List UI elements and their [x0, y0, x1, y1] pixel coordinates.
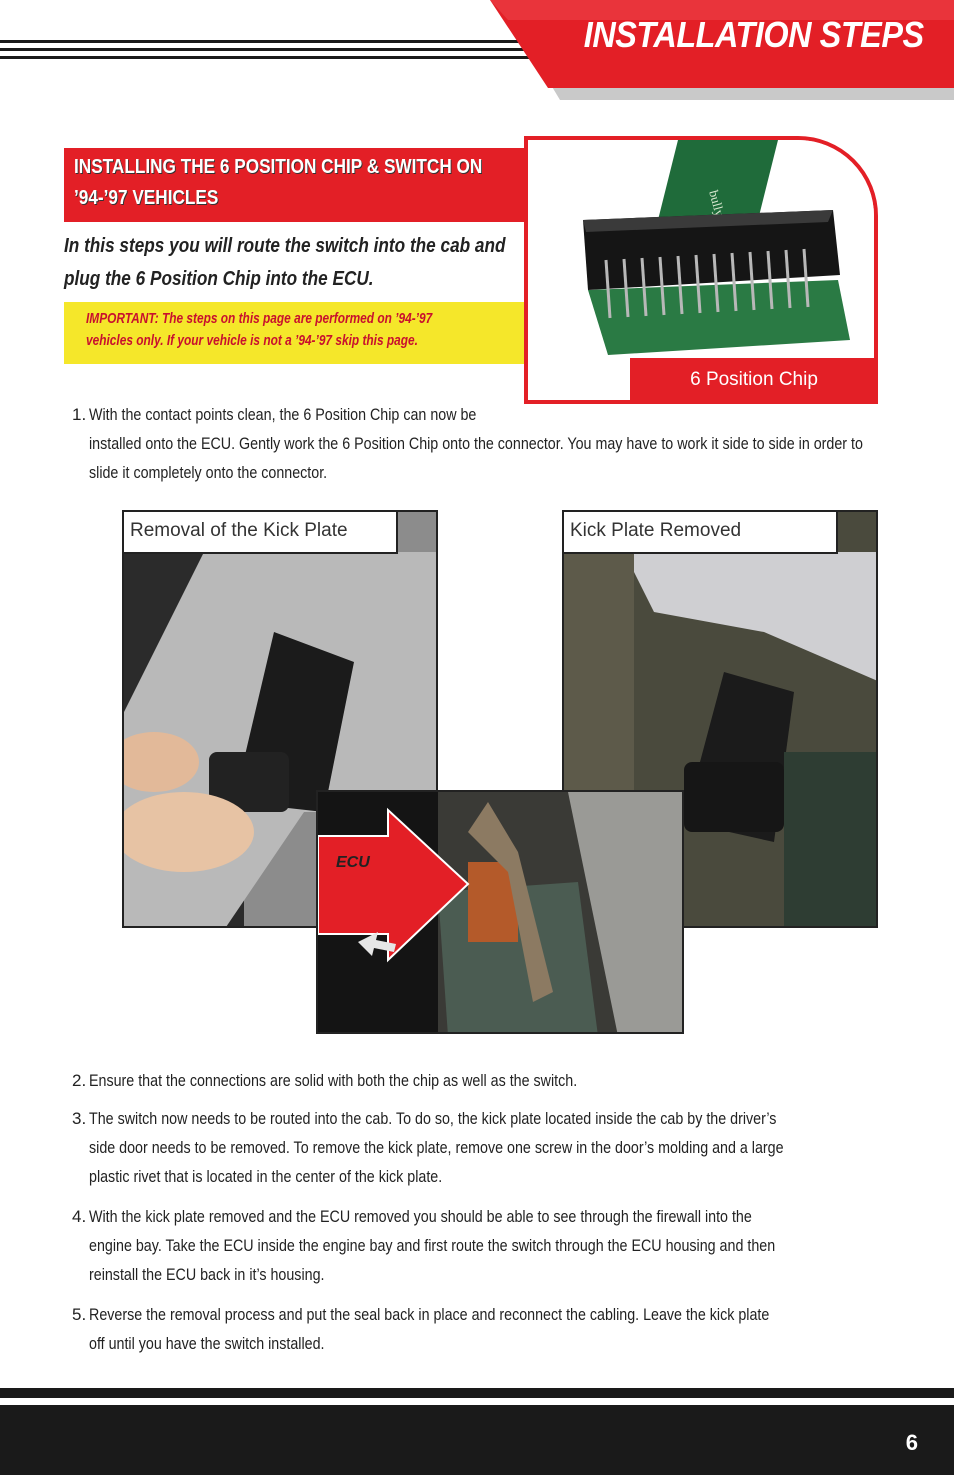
section-heading [64, 148, 526, 222]
photo-ecu-location [316, 790, 684, 1034]
step-4-line-2: engine bay. Take the ECU inside the engine bay and first route the switch through the ECU housing and then [89, 1236, 776, 1255]
step-1-line-2: installed onto the ECU. Gently work the 6 Position Chip onto the connector. You may have to work it side to side in order to [89, 434, 863, 453]
step-4-number: 4. [72, 1207, 87, 1226]
section-heading-line-2: ’94-’97 VEHICLES [74, 187, 219, 209]
step-2-number: 2. [72, 1071, 87, 1090]
step-2 [72, 1066, 670, 1095]
step-4-line-3: reinstall the ECU back in it’s housing. [89, 1265, 325, 1284]
step-5 [72, 1300, 899, 1358]
step-5-line-1: Reverse the removal process and put the seal back in place and reconnect the cabling. Leave the kick plate [89, 1305, 770, 1324]
photo-caption-kick-plate-removed: Kick Plate Removed [562, 510, 838, 554]
section-heading-line-1: INSTALLING THE 6 POSITION CHIP & SWITCH ON [74, 156, 483, 178]
footer-band [0, 1405, 954, 1475]
step-1 [72, 400, 954, 487]
footer-rule [0, 1388, 954, 1398]
important-line-2: vehicles only. If your vehicle is not a ’94-’97 skip this page. [86, 333, 418, 349]
step-5-number: 5. [72, 1305, 87, 1324]
step-3-line-2: side door needs to be removed. To remove the kick plate, remove one screw in the door’s molding and a large [89, 1138, 784, 1157]
intro-line-1: In this steps you will route the switch into the cab and [64, 235, 506, 257]
step-3-number: 3. [72, 1109, 87, 1128]
step-4 [72, 1202, 906, 1289]
photo-caption-kick-plate-removal: Removal of the Kick Plate [122, 510, 398, 554]
step-5-line-2: off until you have the switch installed. [89, 1334, 325, 1353]
step-2-line-1: Ensure that the connections are solid with both the chip as well as the switch. [89, 1071, 578, 1090]
ecu-label: ECU [336, 854, 370, 871]
page-title: INSTALLATION STEPS [584, 14, 924, 55]
step-1-line-3: slide it completely onto the connector. [89, 463, 328, 482]
chip-photo-caption: 6 Position Chip [630, 358, 878, 402]
intro-text [64, 230, 506, 296]
step-3-line-1: The switch now needs to be routed into the cab. To do so, the kick plate located inside the cab by the driver’s [89, 1109, 777, 1128]
step-4-line-1: With the kick plate removed and the ECU removed you should be able to see through the firewall into the [89, 1207, 752, 1226]
important-line-1: IMPORTANT: The steps on this page are performed on ’94-’97 [86, 311, 433, 327]
page-number: 6 [905, 1430, 918, 1455]
step-1-number: 1. [72, 405, 87, 424]
intro-line-2: plug the 6 Position Chip into the ECU. [64, 268, 374, 290]
step-1-line-1: With the contact points clean, the 6 Position Chip can now be [89, 405, 477, 424]
important-notice [64, 302, 526, 364]
step-3 [72, 1104, 916, 1191]
step-3-line-3: plastic rivet that is located in the center of the kick plate. [89, 1167, 443, 1186]
